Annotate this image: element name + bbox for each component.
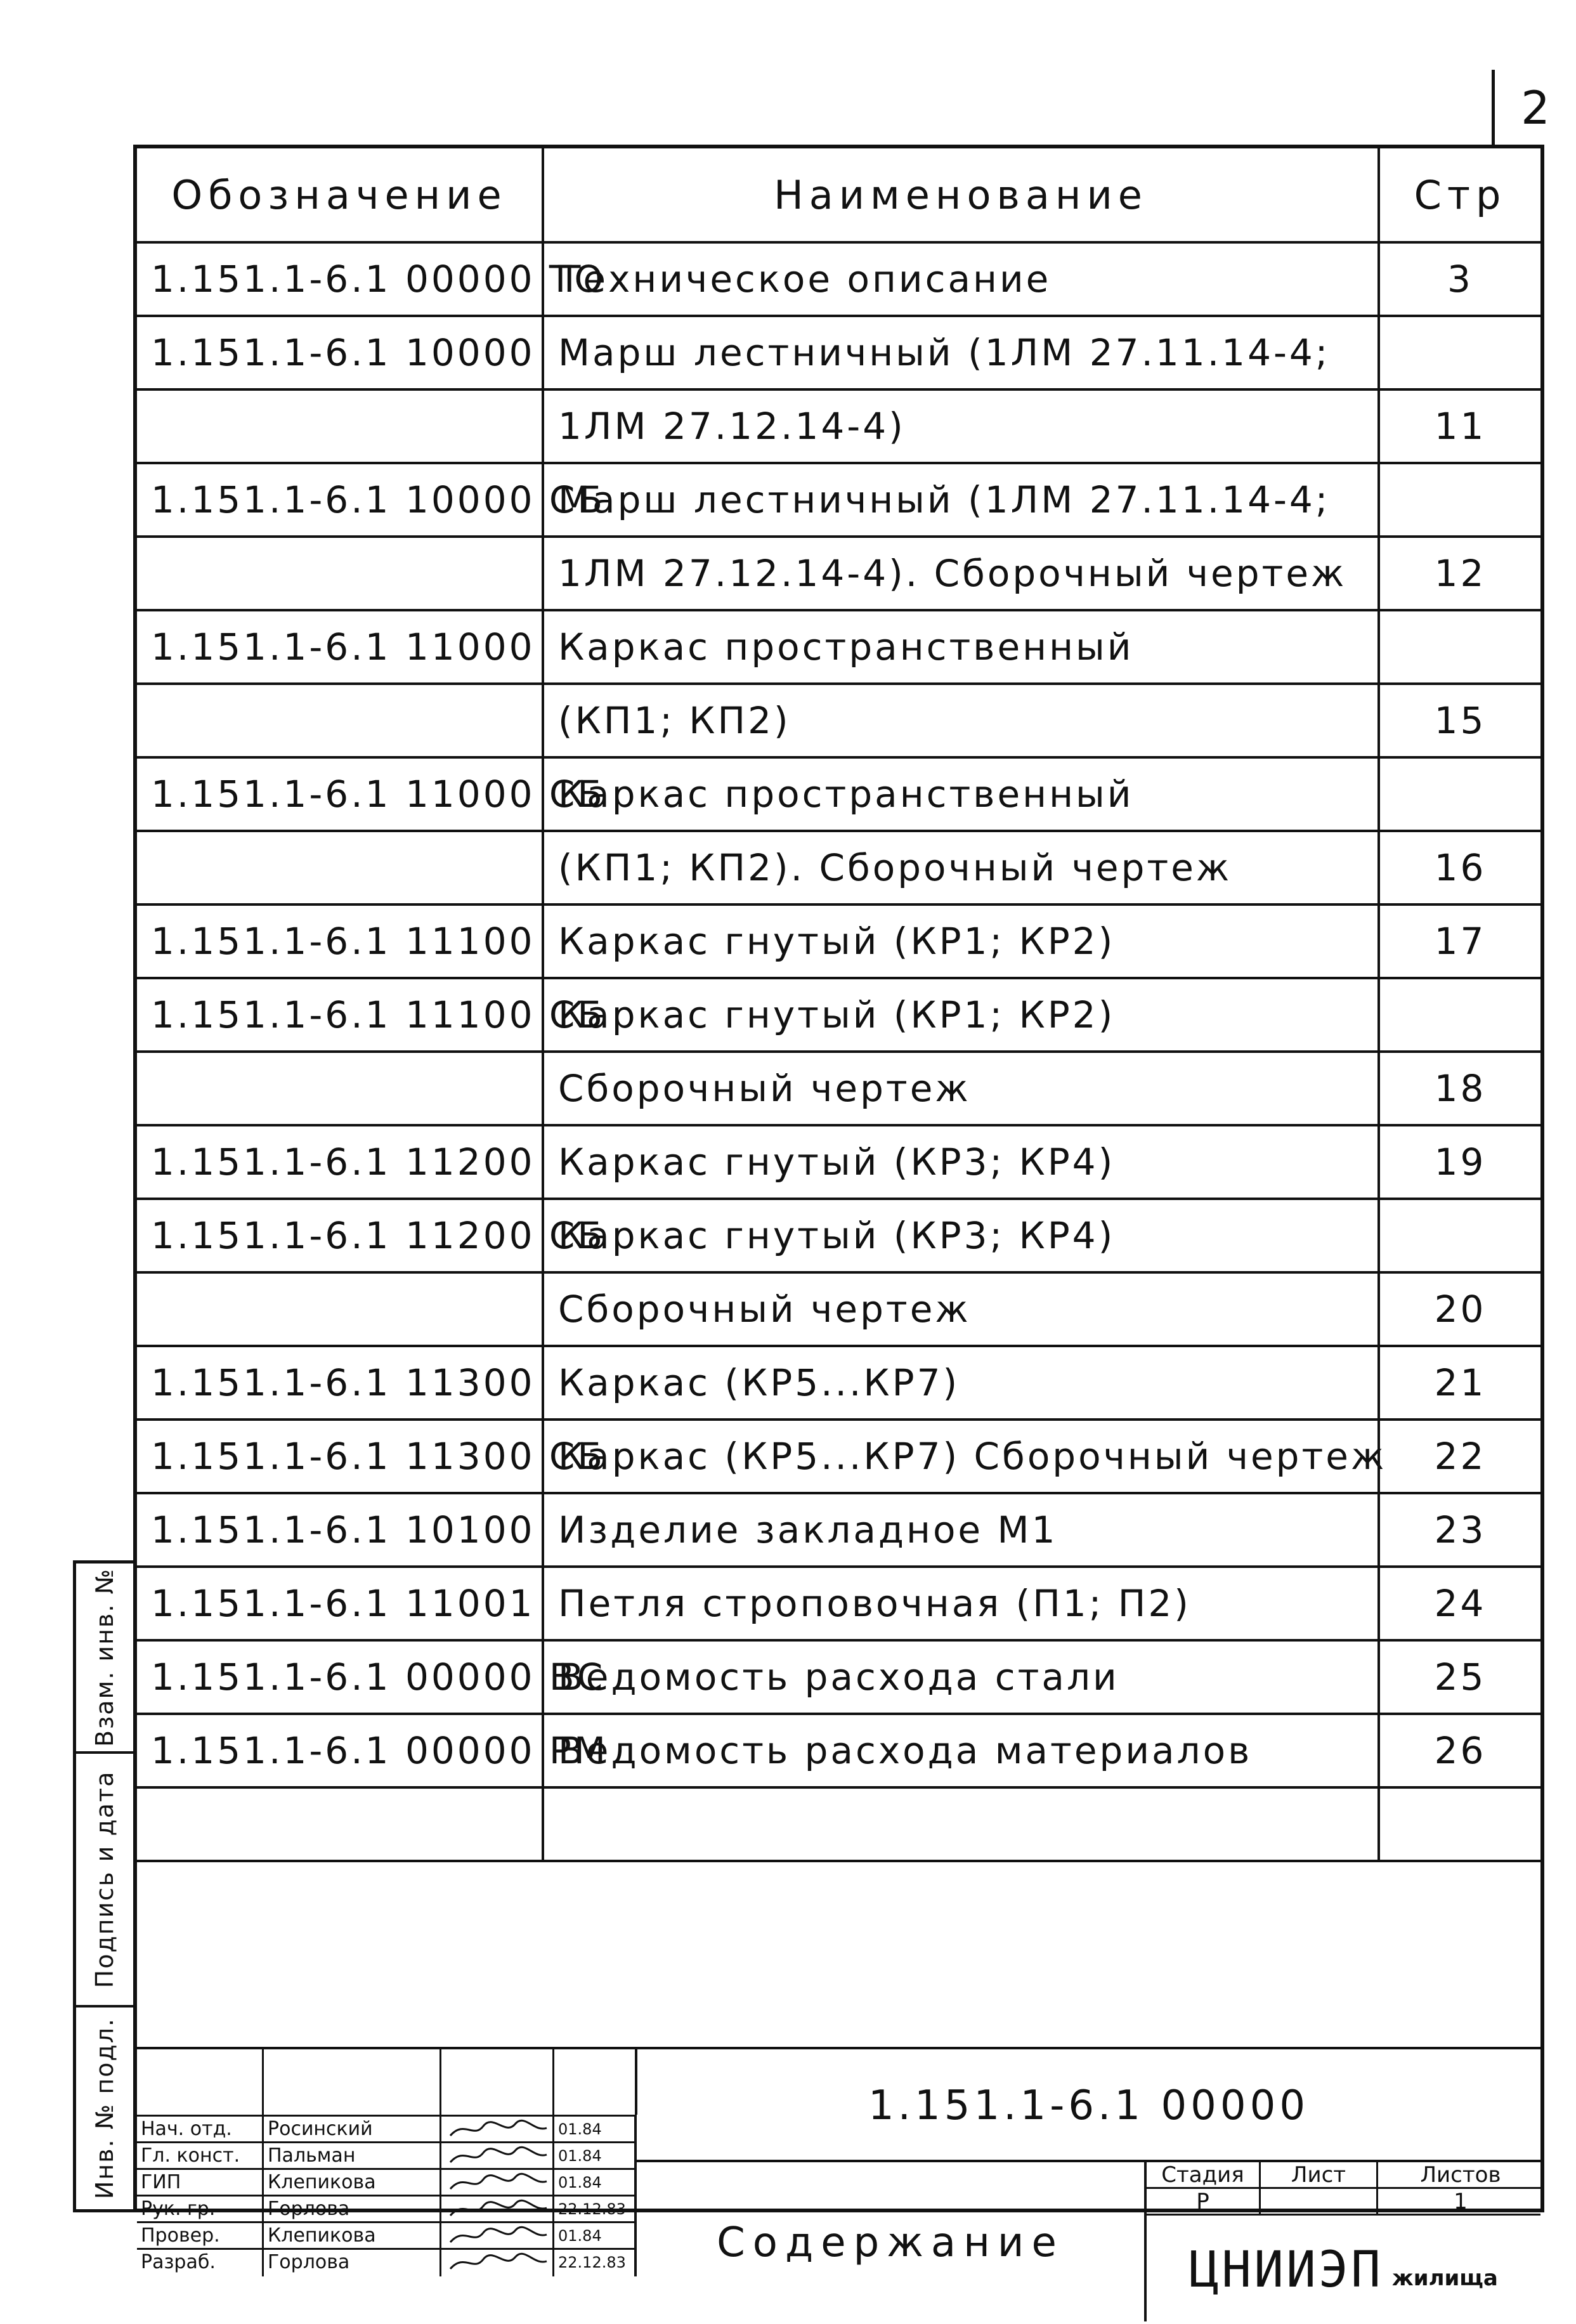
signature-row [137,2221,637,2248]
row-code: 1.151.1-6.1 00000 ТО [137,242,543,316]
row-page: 17 [1379,904,1540,978]
header-name: Наименование [543,148,1379,242]
signature-row [137,2141,637,2168]
row-code: 1.151.1-6.1 11000 [137,610,543,684]
contents-table [137,148,1540,1862]
table-row [137,242,1540,316]
row-code [137,1787,543,1861]
row-code [137,831,543,904]
row-name: (КП1; КП2). Сборочный чертеж [543,831,1379,904]
side-label-replacement: Взам. инв. № [91,1567,119,1747]
row-code [137,389,543,463]
row-code [137,1272,543,1346]
drawing-frame [133,145,1544,2299]
row-name: Ведомость расхода стали [543,1640,1379,1714]
row-name: Каркас (КР5...КР7) [543,1346,1379,1420]
row-page: 23 [1379,1493,1540,1567]
stage-box [1144,2160,1540,2321]
title-block [137,2047,1540,2299]
signature-date: 01.84 [554,2143,637,2170]
row-page: 22 [1379,1420,1540,1493]
side-cell-replacement [76,1563,133,1754]
row-name: Изделие закладное М1 [543,1493,1379,1567]
signature-surname: Росинский [264,2117,441,2143]
row-code: 1.151.1-6.1 11200 [137,1125,543,1199]
row-name: Марш лестничный (1ЛМ 27.11.14-4; [543,316,1379,389]
side-strip [73,1560,133,2212]
sheet-value [1261,2189,1378,2214]
table-row [137,316,1540,389]
table-row [137,1125,1540,1199]
signature-role: Нач. отд. [137,2117,264,2143]
document-title: Содержание [637,2160,1144,2321]
side-cell-inventory [76,2007,133,2209]
table-row [137,1199,1540,1272]
side-label-inventory: Инв. № подл. [91,2017,119,2200]
row-page: 16 [1379,831,1540,904]
row-code: 1.151.1-6.1 11200 СБ [137,1199,543,1272]
row-page: 12 [1379,537,1540,610]
row-page [1379,1199,1540,1272]
row-page [1379,757,1540,831]
row-page: 19 [1379,1125,1540,1199]
row-page: 20 [1379,1272,1540,1346]
stage-headers [1147,2162,1540,2189]
table-row [137,463,1540,537]
signature-role: ГИП [137,2170,264,2197]
row-code: 1.151.1-6.1 11300 [137,1346,543,1420]
row-name: Сборочный чертеж [543,1272,1379,1346]
table-row [137,1346,1540,1420]
row-name: Каркас гнутый (КР3; КР4) [543,1199,1379,1272]
side-cell-signature [76,1754,133,2007]
row-page [1379,463,1540,537]
organization-name: ЦНИИЭП [1189,2241,1383,2299]
row-name: Техническое описание [543,242,1379,316]
row-name: Ведомость расхода материалов [543,1714,1379,1787]
signature-role: Провер. [137,2223,264,2250]
table-row [137,1640,1540,1714]
table-row [137,831,1540,904]
signature-mark [441,2143,554,2170]
row-code: 1.151.1-6.1 11001 [137,1567,543,1640]
signature-surname: Пальман [264,2143,441,2170]
row-page: 3 [1379,242,1540,316]
row-name [543,1787,1379,1861]
organization-suffix: жилища [1391,2265,1498,2291]
row-code: 1.151.1-6.1 10100 [137,1493,543,1567]
row-name: Марш лестничный (1ЛМ 27.11.14-4; [543,463,1379,537]
row-code [137,684,543,757]
row-code: 1.151.1-6.1 11000 СБ [137,757,543,831]
signature-date: 01.84 [554,2223,637,2250]
row-name: Петля строповочная (П1; П2) [543,1567,1379,1640]
table-row [137,684,1540,757]
sheet-number: 2 [1492,70,1576,146]
sheets-header: Листов [1420,2162,1501,2188]
row-code [137,537,543,610]
signature-date: 22.12.83 [554,2250,637,2276]
signature-grid [137,2047,637,2273]
signature-mark [441,2170,554,2197]
signature-mark [441,2223,554,2250]
signature-surname: Горлова [264,2250,441,2276]
signature-row [137,2248,637,2275]
table-row [137,904,1540,978]
row-code: 1.151.1-6.1 00000 РМ [137,1714,543,1787]
sheets-value: 1 [1454,2189,1468,2214]
signature-date: 01.84 [554,2170,637,2197]
table-row [137,389,1540,463]
signature-mark [441,2197,554,2223]
row-page: 24 [1379,1567,1540,1640]
row-code: 1.151.1-6.1 11300 СБ [137,1420,543,1493]
signature-row [137,2115,637,2141]
header-code: Обозначение [137,148,543,242]
row-name: Каркас пространственный [543,610,1379,684]
table-row [137,978,1540,1052]
row-name: Каркас гнутый (КР3; КР4) [543,1125,1379,1199]
row-page: 15 [1379,684,1540,757]
row-page [1379,1787,1540,1861]
row-page: 18 [1379,1052,1540,1125]
row-page [1379,610,1540,684]
table-row [137,757,1540,831]
row-name: (КП1; КП2) [543,684,1379,757]
row-name: Сборочный чертеж [543,1052,1379,1125]
row-page [1379,978,1540,1052]
signature-row [137,2195,637,2221]
stamp-empty-rows [137,2047,637,2115]
signature-role: Рук. гр. [137,2197,264,2223]
row-name: 1ЛМ 27.12.14-4). Сборочный чертеж [543,537,1379,610]
organization [1147,2216,1540,2324]
signature-surname: Горлова [264,2197,441,2223]
header-page: Стр [1379,148,1540,242]
row-page [1379,316,1540,389]
sheet-header: Лист [1261,2162,1378,2187]
table-row [137,537,1540,610]
stage-value: Р [1147,2189,1261,2214]
side-label-signature: Подпись и дата [91,1770,119,1988]
table-row [137,1052,1540,1125]
signature-role: Разраб. [137,2250,264,2276]
row-page: 21 [1379,1346,1540,1420]
row-code: 1.151.1-6.1 10000 СБ [137,463,543,537]
row-name: Каркас гнутый (КР1; КР2) [543,978,1379,1052]
table-row [137,1272,1540,1346]
signature-mark [441,2250,554,2276]
table-row [137,1493,1540,1567]
signature-surname: Клепикова [264,2223,441,2250]
stage-header: Стадия [1147,2162,1261,2187]
row-name: Каркас гнутый (КР1; КР2) [543,904,1379,978]
signature-role: Гл. конст. [137,2143,264,2170]
table-row [137,1567,1540,1640]
row-name: 1ЛМ 27.12.14-4) [543,389,1379,463]
row-code: 1.151.1-6.1 00000 ВС [137,1640,543,1714]
signature-surname: Клепикова [264,2170,441,2197]
row-code [137,1052,543,1125]
row-code: 1.151.1-6.1 11100 [137,904,543,978]
row-page: 26 [1379,1714,1540,1787]
table-row [137,610,1540,684]
row-code: 1.151.1-6.1 11100 СБ [137,978,543,1052]
signature-row [137,2168,637,2195]
signature-date: 22.12.83 [554,2197,637,2223]
signature-mark [441,2117,554,2143]
table-row [137,1420,1540,1493]
row-page: 25 [1379,1640,1540,1714]
table-row [137,1714,1540,1787]
row-name: Каркас пространственный [543,757,1379,831]
table-header-row [137,148,1540,242]
row-code: 1.151.1-6.1 10000 [137,316,543,389]
signature-date: 01.84 [554,2117,637,2143]
row-name: Каркас (КР5...КР7) Сборочный чертеж [543,1420,1379,1493]
document-code: 1.151.1-6.1 00000 [637,2047,1540,2160]
stage-values [1147,2189,1540,2216]
table-row [137,1787,1540,1861]
row-page: 11 [1379,389,1540,463]
